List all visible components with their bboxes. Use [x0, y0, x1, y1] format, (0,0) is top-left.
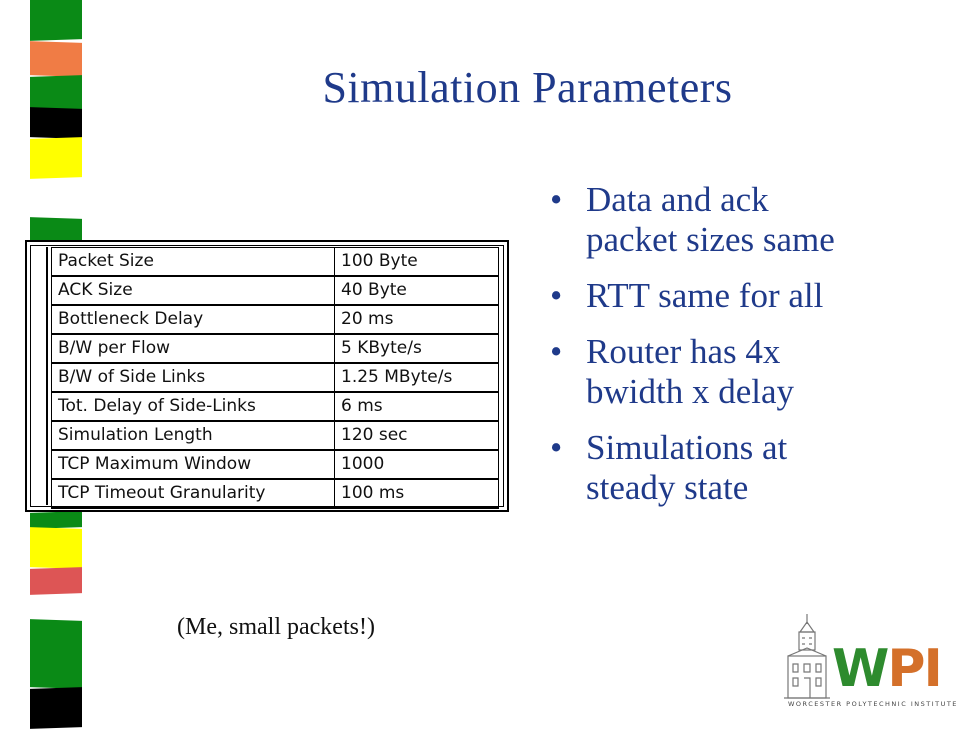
logo-letter-w: W: [832, 639, 888, 699]
table-row: [52, 248, 499, 277]
param-value: 120 sec: [335, 421, 499, 450]
wpi-logo: [778, 612, 958, 712]
strip-block-yellow: [30, 137, 82, 179]
parameters-table-figure: [25, 240, 509, 512]
bullet-line: RTT same for all: [586, 276, 824, 315]
table-row: [52, 479, 499, 508]
table-row: [52, 334, 499, 363]
bullet-line: steady state: [586, 468, 749, 507]
figure-caption: (Me, small packets!): [177, 614, 375, 640]
param-name: B/W of Side Links: [52, 363, 335, 392]
param-name: TCP Timeout Granularity: [52, 479, 335, 508]
strip-block-red: [30, 567, 82, 595]
table-row: [52, 421, 499, 450]
strip-block-green: [30, 619, 82, 689]
strip-block-green: [30, 0, 82, 41]
param-value: 1.25 MByte/s: [335, 363, 499, 392]
tower-icon: [782, 612, 832, 700]
table-row: [52, 392, 499, 421]
param-name: Bottleneck Delay: [52, 305, 335, 334]
param-value: 100 Byte: [335, 248, 499, 277]
param-name: B/W per Flow: [52, 334, 335, 363]
param-name: Simulation Length: [52, 421, 335, 450]
param-name: ACK Size: [52, 276, 335, 305]
param-value: 20 ms: [335, 305, 499, 334]
bullet-line: Router has 4x: [586, 332, 781, 371]
param-name: Packet Size: [52, 248, 335, 277]
param-value: 40 Byte: [335, 276, 499, 305]
bullet-line: bwidth x delay: [586, 372, 795, 411]
strip-block-black: [30, 687, 82, 729]
strip-block-yellow: [30, 527, 82, 569]
bullet-list: [550, 180, 930, 524]
param-value: 6 ms: [335, 392, 499, 421]
logo-letter-p: P: [887, 639, 924, 699]
table-row: [52, 276, 499, 305]
bullet-dot: •: [550, 180, 563, 219]
slide-title: Simulation Parameters: [322, 63, 733, 112]
list-item: [550, 428, 930, 508]
table-row: [52, 450, 499, 479]
param-value: 5 KByte/s: [335, 334, 499, 363]
table-left-rule: [46, 247, 48, 505]
strip-block-green: [30, 511, 82, 529]
logo-subtitle: WORCESTER POLYTECHNIC INSTITUTE: [788, 700, 958, 708]
param-value: 100 ms: [335, 479, 499, 508]
param-name: TCP Maximum Window: [52, 450, 335, 479]
bullet-dot: •: [550, 332, 563, 371]
bullet-line: Simulations at: [586, 428, 788, 467]
table-row: [52, 305, 499, 334]
table-row: [52, 363, 499, 392]
list-item: [550, 276, 930, 316]
bullet-line: Data and ack: [586, 180, 769, 219]
logo-letter-i: I: [923, 639, 941, 699]
bullet-dot: •: [550, 276, 563, 315]
param-value: 1000: [335, 450, 499, 479]
parameters-table: [51, 247, 499, 509]
param-name: Tot. Delay of Side-Links: [52, 392, 335, 421]
bullet-line: packet sizes same: [586, 220, 835, 259]
list-item: [550, 180, 930, 260]
list-item: [550, 332, 930, 412]
bullet-dot: •: [550, 428, 563, 467]
logo-wordmark: [832, 640, 941, 698]
